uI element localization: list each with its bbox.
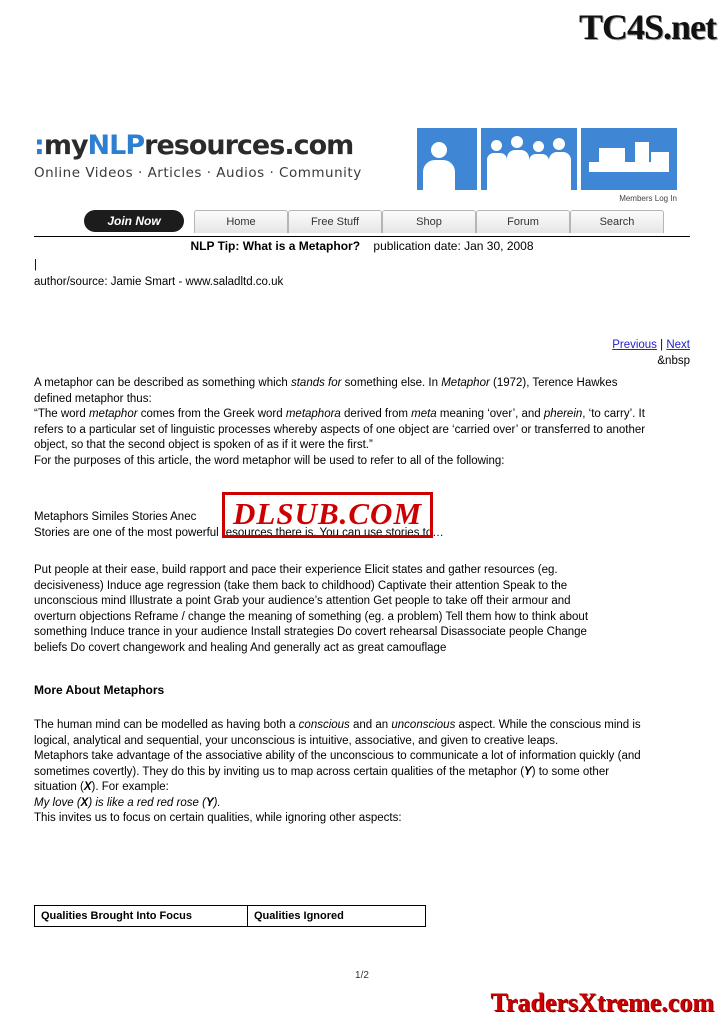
logo-suffix: resources.com: [144, 130, 354, 161]
p11-b1: X: [83, 781, 92, 793]
paragraph-mind-model: [34, 718, 690, 827]
p12-i2: ) is like a red red rose (: [88, 796, 206, 809]
p1-a: A metaphor can be described as something which: [34, 377, 291, 389]
para-line-2: defined metaphor thus:: [34, 392, 152, 405]
paragraph-definition: [34, 376, 690, 469]
publication-date: publication date: Jan 30, 2008: [373, 239, 534, 253]
p10-b1: Y: [524, 765, 532, 778]
uses-line-4: overturn objections Reframe / change the meaning of something (eg. a problem) Tell them how to think about: [34, 610, 589, 623]
p3-i3: meta: [411, 408, 437, 420]
article-author: author/source: Jamie Smart - www.saladltd.co.uk: [34, 276, 284, 288]
tc4s-watermark: TC4S.net: [578, 7, 716, 47]
nav-tab-search[interactable]: Search: [570, 210, 664, 233]
p7-b: and an: [349, 719, 392, 731]
table-header-ignored: Qualities Ignored: [248, 906, 426, 927]
p10-a: sometimes covertly). They do this by inviting us to map across certain qualities of the metaphor (: [34, 765, 525, 778]
para-mind-1: [34, 718, 690, 734]
p1-i1: stands for: [290, 377, 342, 389]
tradersxtreme-watermark: TradersXtreme.com: [490, 988, 714, 1017]
p12-b1: X: [80, 796, 89, 809]
uses-list: [34, 563, 690, 656]
p7-i2: unconscious: [391, 719, 456, 731]
p7-a: The human mind can be modelled as having both a: [34, 719, 299, 731]
uses-line-2: decisiveness) Induce age regression (take them back to childhood) Captivate their attention Speak to the: [34, 579, 568, 592]
p3-c: derived from: [340, 408, 412, 420]
p12-b2: Y: [205, 796, 214, 809]
section-heading-more-about-metaphors: More About Metaphors: [34, 683, 165, 697]
dlsub-watermark: DLSUB.COM: [222, 492, 433, 538]
uses-line-6: beliefs Do covert changework and healing And generally act as great camouflage: [34, 641, 447, 654]
nav-tab-forum[interactable]: Forum: [476, 210, 570, 233]
p3-i2: metaphora: [285, 408, 341, 420]
p7-c: aspect. While the conscious mind is: [455, 719, 641, 731]
site-logo[interactable]: [34, 130, 384, 181]
table-header-focus: Qualities Brought Into Focus: [35, 906, 248, 927]
members-login-link[interactable]: Members Log In: [619, 194, 677, 203]
page-number: 1/2: [355, 970, 369, 981]
p12-i3: ).: [213, 796, 221, 809]
banner-image-3: [581, 128, 677, 190]
para-line-3: [34, 407, 690, 423]
p3-d: meaning ‘over’, and: [436, 408, 544, 420]
nbsp-text: &nbsp: [657, 355, 690, 367]
p3-i1: metaphor: [88, 408, 138, 420]
pager-separator: |: [660, 339, 664, 351]
uses-line-5: something Induce trance in your audience Install strategies Do covert rehearsal Disassociate people Change: [34, 626, 587, 638]
p10-c: ) to some other: [531, 765, 610, 778]
logo-prefix: my: [43, 130, 88, 161]
nav-tab-free-stuff[interactable]: Free Stuff: [288, 210, 382, 233]
logo-tagline: Online Videos · Articles · Audios · Community: [34, 165, 362, 181]
join-now-button[interactable]: Join Now: [84, 210, 184, 232]
p11-c: ). For example:: [91, 781, 169, 793]
next-link[interactable]: Next: [666, 339, 690, 351]
metaphor-types-line: Metaphors Similes Stories Anec: [34, 511, 197, 523]
para-mind-7: This invites us to focus on certain qualities, while ignoring other aspects:: [34, 812, 402, 824]
para-mind-3: Metaphors take advantage of the associative ability of the unconscious to communicate a lot of information quickly (and: [34, 750, 641, 762]
para-mind-5: [34, 780, 690, 796]
banner-image-1: [417, 128, 477, 190]
nav-tab-shop[interactable]: Shop: [382, 210, 476, 233]
para-mind-4: [34, 765, 690, 781]
p1-b: something else. In: [341, 377, 442, 389]
para-mind-2: logical, analytical and sequential, your unconscious is intuitive, associative, and given to creative leaps.: [34, 734, 559, 747]
nav-tab-home[interactable]: Home: [194, 210, 288, 233]
p1-i2: Metaphor: [441, 377, 490, 389]
pipe-line: |: [34, 258, 37, 271]
p11-a: situation (: [34, 781, 84, 793]
p3-e: , ‘to carry’. It: [582, 408, 645, 420]
banner-image-strip: [417, 128, 677, 190]
site-banner: [34, 130, 677, 235]
logo-text: [34, 130, 384, 161]
header-divider: [34, 236, 690, 237]
uses-line-1: Put people at their ease, build rapport and pace their experience Elicit states and gather resources (eg.: [34, 564, 558, 576]
para-line-5: object, so that the second object is spoken of as if it were the first.”: [34, 439, 373, 451]
uses-line-3: unconscious mind Illustrate a point Grab your audience’s attention Get people to take off their armour and: [34, 595, 571, 607]
para-line-4: refers to a particular set of linguistic processes whereby aspects of one object are ‘carried over’ or transferred to another: [34, 423, 646, 436]
logo-nlp: NLP: [87, 130, 145, 161]
para-line-6: For the purposes of this article, the word metaphor will be used to refer to all of the following:: [34, 454, 505, 467]
article-title-line: [34, 239, 690, 255]
p12-i1: My love (: [34, 796, 81, 809]
logo-dot-icon: :: [34, 130, 44, 161]
para-mind-6: [34, 796, 690, 812]
p3-a: “The word: [34, 408, 89, 420]
p3-i4: pherein: [543, 408, 583, 420]
table-row: [35, 906, 426, 927]
p7-i1: conscious: [298, 719, 350, 731]
qualities-table: [34, 905, 426, 927]
article-pager: [612, 338, 690, 354]
para-line-1: [34, 376, 690, 392]
p3-b: comes from the Greek word: [137, 408, 286, 420]
site-nav: [84, 210, 644, 234]
article-title: NLP Tip: What is a Metaphor?: [190, 239, 361, 253]
previous-link[interactable]: Previous: [612, 339, 657, 351]
stories-line: Stories are one of the most powerful resources there is. You can use stories to…: [34, 527, 444, 539]
p1-c: (1972), Terence Hawkes: [489, 377, 618, 389]
banner-image-2: [481, 128, 577, 190]
